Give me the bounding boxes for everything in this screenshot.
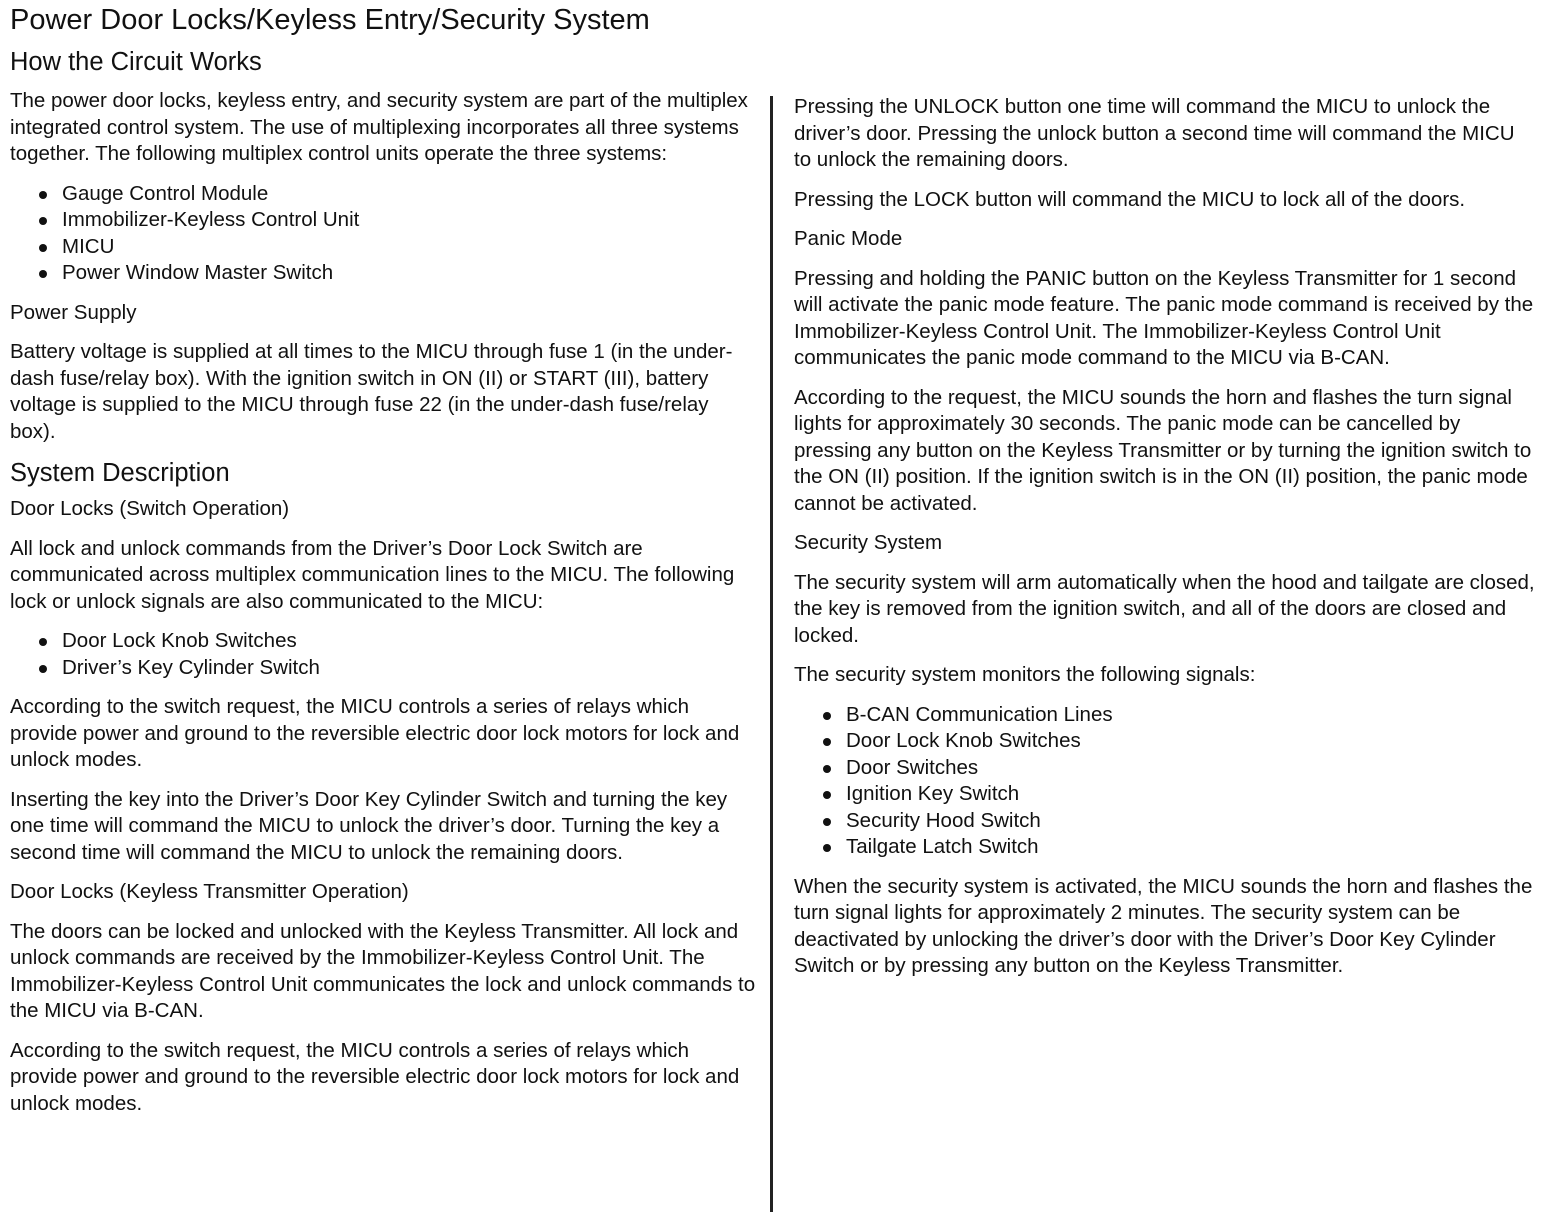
switch-operation-paragraph: All lock and unlock commands from the Driver’s Door Lock Switch are communicated across multiplex communication lines to the MICU. The following lock or unlock signals are also communicated to the MICU: bbox=[10, 536, 735, 613]
panic-mode-label: Panic Mode bbox=[794, 227, 903, 250]
relays-paragraph-1: According to the switch request, the MICU controls a series of relays which provide power and ground to the reversible electric door lock motors for lock and unlock modes. bbox=[10, 695, 740, 771]
list-item: Driver’s Key Cylinder Switch bbox=[10, 655, 758, 682]
keyless-operation-label: Door Locks (Keyless Transmitter Operation) bbox=[10, 880, 409, 903]
list-item: Door Switches bbox=[794, 755, 1536, 782]
switch-signals-list bbox=[10, 628, 758, 681]
page-title: Power Door Locks/Keyless Entry/Security System bbox=[10, 4, 650, 36]
list-item: Tailgate Latch Switch bbox=[794, 834, 1536, 861]
list-item: Door Lock Knob Switches bbox=[10, 628, 758, 655]
power-supply-label: Power Supply bbox=[10, 300, 137, 324]
panic-paragraph-1: Pressing and holding the PANIC button on the Keyless Transmitter for 1 second will activate the panic mode feature. The panic mode command is received by the Immobilizer-Keyless Control Unit. The Immobilizer-Keyless Control Unit communicates the panic mode command to the MICU via B-CAN. bbox=[794, 266, 1534, 369]
system-description-heading: System Description bbox=[10, 459, 230, 487]
panic-paragraph-2: According to the request, the MICU sounds the horn and flashes the turn signal lights for approximately 30 seconds. The panic mode can be cancelled by pressing any button on the Keyless Transmitter or by turning the ignition switch to the ON (II) position. If the ignition switch is in the ON (II) position, the panic mode cannot be activated. bbox=[794, 385, 1532, 515]
relays-paragraph-2: According to the switch request, the MICU controls a series of relays which provide power and ground to the reversible electric door lock motors for lock and unlock modes. bbox=[10, 1038, 740, 1115]
security-paragraph-3: When the security system is activated, the MICU sounds the horn and flashes the turn signal lights for approximately 2 minutes. The security system can be deactivated by unlocking the driver’s door with the Driver’s Door Key Cylinder Switch or by pressing any button on the Keyless Transmitter. bbox=[794, 874, 1533, 977]
security-paragraph-2: The security system monitors the following signals: bbox=[794, 663, 1256, 686]
list-item: Ignition Key Switch bbox=[794, 781, 1536, 808]
intro-paragraph: The power door locks, keyless entry, and security system are part of the multiplex integrated control system. The use of multiplexing incorporates all three systems together. The following multiplex control units operate the three systems: bbox=[10, 89, 748, 165]
unlock-paragraph: Pressing the UNLOCK button one time will command the MICU to unlock the driver’s door. Pressing the unlock button a second time will command the MICU to unlock the remaining doors. bbox=[794, 95, 1515, 171]
control-units-list bbox=[10, 181, 758, 287]
list-item: B-CAN Communication Lines bbox=[794, 702, 1536, 729]
lock-paragraph: Pressing the LOCK button will command the MICU to lock all of the doors. bbox=[794, 187, 1466, 211]
power-supply-paragraph: Battery voltage is supplied at all times to the MICU through fuse 1 (in the under-dash fuse/relay box). With the ignition switch in ON (II) or START (III), battery voltage is supplied to the MICU through fuse 22 (in the under-dash fuse/relay box). bbox=[10, 340, 733, 443]
list-item: MICU bbox=[10, 234, 758, 261]
switch-operation-label: Door Locks (Switch Operation) bbox=[10, 497, 290, 520]
list-item: Security Hood Switch bbox=[794, 808, 1536, 835]
key-cylinder-paragraph: Inserting the key into the Driver’s Door Key Cylinder Switch and turning the key one time will command the MICU to unlock the driver’s door. Turning the key a second time will command the MICU to unlock the remaining doors. bbox=[10, 787, 728, 864]
how-circuit-works-heading: How the Circuit Works bbox=[10, 48, 262, 76]
column-divider bbox=[770, 96, 773, 1212]
security-signals-list bbox=[794, 702, 1536, 861]
right-column bbox=[794, 94, 1536, 993]
list-item: Gauge Control Module bbox=[10, 181, 758, 208]
list-item: Door Lock Knob Switches bbox=[794, 728, 1536, 755]
security-system-label: Security System bbox=[794, 531, 943, 554]
left-column bbox=[10, 47, 758, 1130]
list-item: Immobilizer-Keyless Control Unit bbox=[10, 207, 758, 234]
keyless-operation-paragraph: The doors can be locked and unlocked with the Keyless Transmitter. All lock and unlock commands are received by the Immobilizer-Keyless Control Unit. The Immobilizer-Keyless Control Unit communicates the lock and unlock commands to the MICU via B-CAN. bbox=[10, 919, 756, 1022]
security-paragraph-1: The security system will arm automatically when the hood and tailgate are closed, the key is removed from the ignition switch, and all of the doors are closed and locked. bbox=[794, 570, 1535, 647]
list-item: Power Window Master Switch bbox=[10, 260, 758, 287]
